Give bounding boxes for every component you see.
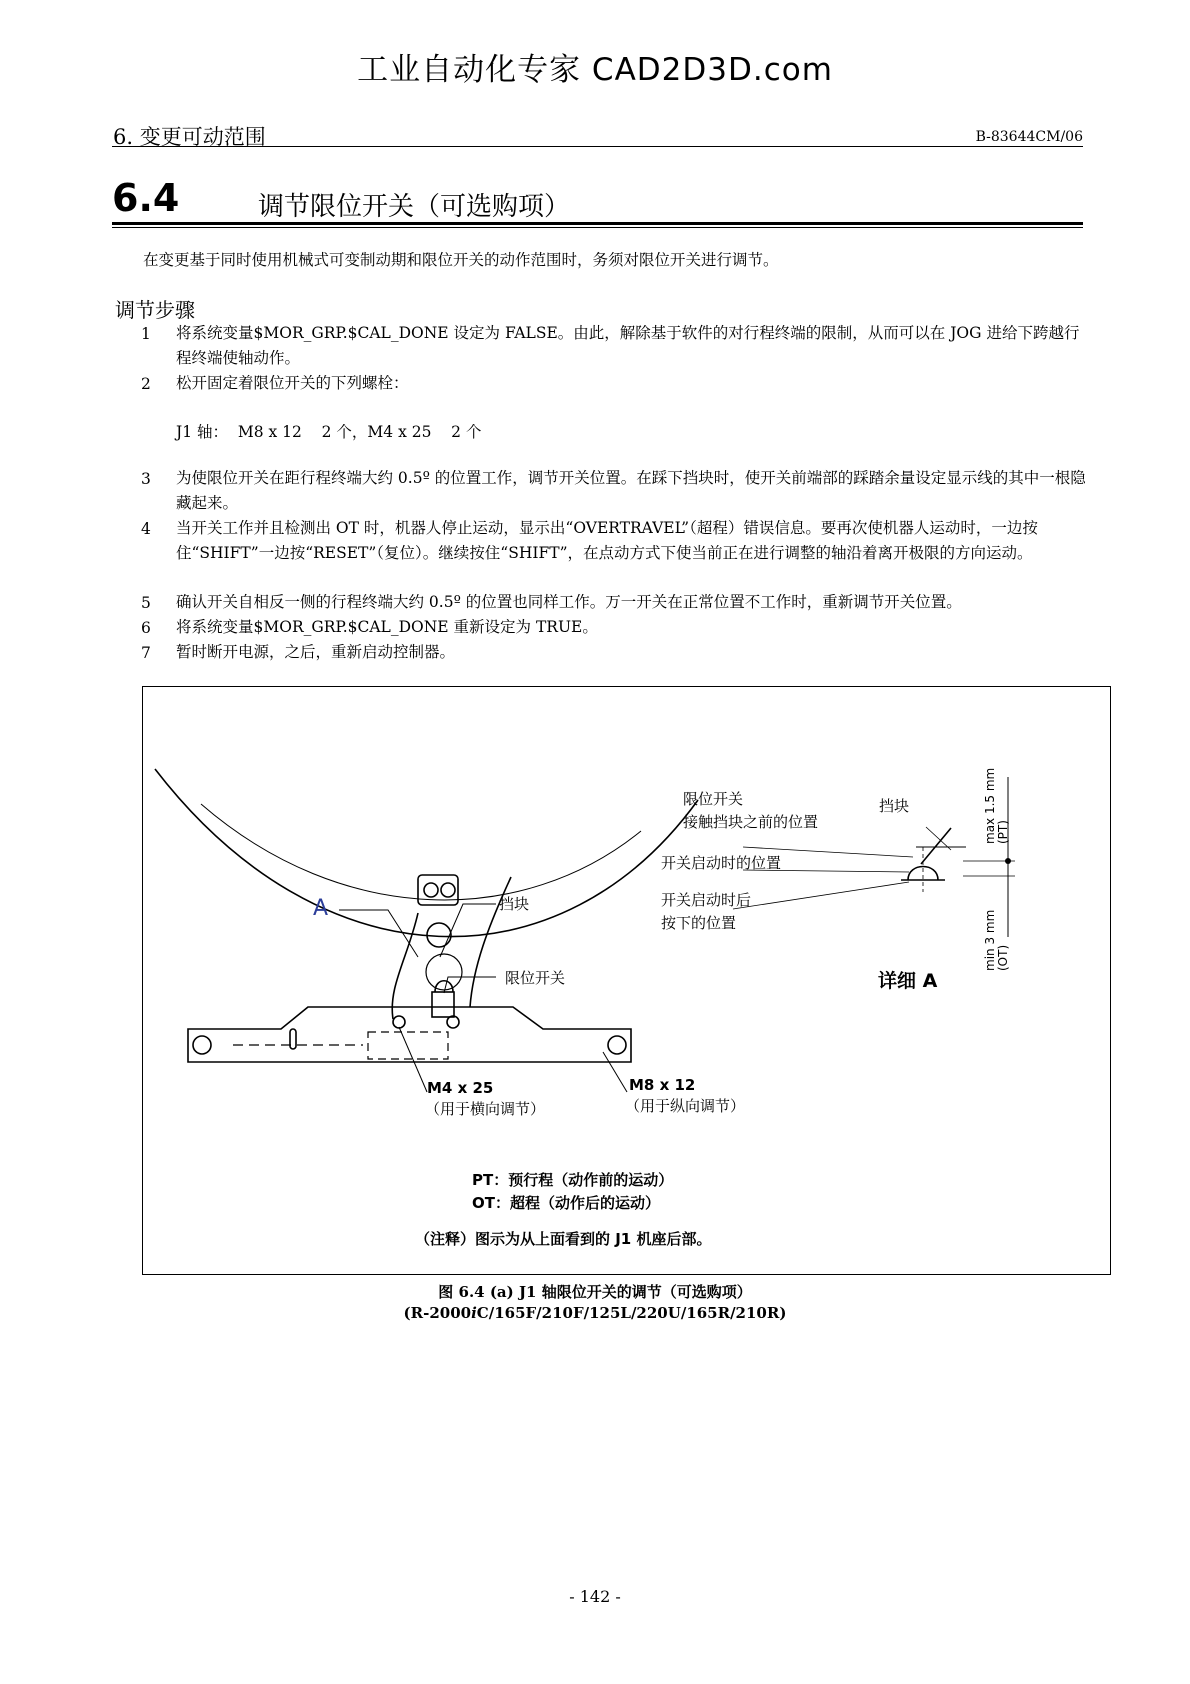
detail-title: 详细 A: [878, 970, 938, 992]
section-title: 调节限位开关（可选购项）: [258, 192, 571, 222]
step-text: 确认开关自相反一侧的行程终端大约 0.5º 的位置也同样工作。万一开关在正常位置不工作时，重新调节开关位置。: [176, 593, 962, 611]
base-bolt-left: [193, 1036, 211, 1054]
caption-model-italic: i: [471, 1304, 477, 1322]
step-text: 将系统变量$MOR_GRP.$CAL_DONE 重新设定为 TRUE。: [176, 618, 598, 636]
step-number: 7: [141, 644, 151, 662]
bracket-pin: [427, 923, 451, 947]
label-m4-size: M4 x 25: [427, 1079, 494, 1097]
leader-m8: [603, 1052, 627, 1092]
dim-ot-value: min 3 mm: [983, 909, 997, 971]
hidden-switch-outline: [368, 1032, 448, 1059]
m4-bolt: [393, 1016, 405, 1028]
slot: [290, 1029, 296, 1049]
step-text: 当开关工作并且检测出 OT 时，机器人停止运动，显示出“OVERTRAVEL”（超程）错误信息。要再次使机器人运动时，一边按住“SHIFT”一边按“RESET”（复位）。继续按住“SHIFT”，在点动方式下使当前正在进行调整的轴沿着离开极限的方向运动。: [176, 519, 1038, 562]
detail-label-pressed-2: 按下的位置: [661, 914, 737, 932]
step-text: 松开固定着限位开关的下列螺栓：: [176, 374, 409, 392]
step-number: 1: [141, 325, 151, 343]
step-number: 5: [141, 594, 151, 612]
detail-label-switch-1: 限位开关: [683, 790, 744, 808]
label-m8-size: M8 x 12: [629, 1076, 696, 1094]
label-limit-switch: 限位开关: [505, 969, 566, 987]
intro-paragraph: 在变更基于同时使用机械式可变制动期和限位开关的动作范围时，务须对限位开关进行调节。: [143, 251, 779, 269]
caption-model-suffix: C/165F/210F/125L/220U/165R/210R): [476, 1304, 787, 1322]
figure-note: （注释）图示为从上面看到的 J1 机座后部。: [415, 1230, 712, 1248]
step-number: 4: [141, 520, 151, 538]
page-number: - 142 -: [569, 1587, 621, 1606]
section-rule-thin: [112, 227, 1083, 228]
label-m8-use: （用于纵向调节）: [625, 1097, 746, 1115]
step-text: 将系统变量$MOR_GRP.$CAL_DONE 设定为 FALSE。由此，解除基于软件的对行程终端的限制，从而可以在 JOG 进给下跨越行程终端使轴动作。: [176, 324, 1080, 367]
step-number: 6: [141, 619, 151, 637]
detail-leader-pressed: [733, 882, 909, 909]
figure-caption-line1: 图 6.4 (a) J1 轴限位开关的调节（可选购项）: [438, 1283, 752, 1301]
bolt-list: J1 轴： M8 x 12 2 个，M4 x 25 2 个: [176, 423, 482, 441]
bracket-left-edge: [392, 913, 418, 1019]
detail-label-active: 开关启动时的位置: [661, 854, 782, 872]
step-number: 2: [141, 375, 151, 393]
base-plate: [188, 1007, 631, 1062]
label-A: A: [313, 896, 329, 921]
legend-ot: OT：超程（动作后的运动）: [472, 1194, 660, 1212]
caption-model-prefix: (R-2000: [403, 1304, 472, 1322]
label-m4-use: （用于横向调节）: [425, 1100, 546, 1118]
section-number: 6.4: [112, 176, 180, 220]
figure-caption-line2: [0, 1304, 1190, 1322]
step-text: 为使限位开关在距行程终端大约 0.5º 的位置工作，调节开关位置。在踩下挡块时，使开关前端部的踩踏余量设定显示线的其中一根隐藏起来。: [176, 469, 1086, 512]
header-rule: [112, 146, 1083, 147]
figure-frame: [142, 686, 1111, 1275]
running-header-doc-code: B-83644CM/06: [975, 129, 1083, 145]
limit-switch-diagram: [143, 687, 1110, 1274]
step-text: 暂时断开电源，之后，重新启动控制器。: [176, 643, 456, 661]
dim-pt-abbr: (PT): [996, 820, 1010, 844]
watermark: 工业自动化专家 CAD2D3D.com: [357, 52, 833, 88]
arm-arc-inner: [201, 804, 641, 900]
label-stopper: 挡块: [499, 895, 530, 913]
base-bolt-right: [608, 1036, 626, 1054]
bolt-head: [424, 883, 438, 897]
stopper-circle: [426, 954, 462, 990]
step-number: 3: [141, 470, 151, 488]
detail-label-pressed-1: 开关启动时后: [661, 891, 752, 909]
arm-arc-outer: [155, 769, 698, 937]
detail-label-switch-2: 接触挡块之前的位置: [683, 813, 819, 831]
section-rule-thick: [112, 222, 1083, 225]
detail-label-stopper: 挡块: [879, 797, 910, 815]
dimension-dot: [1005, 858, 1011, 864]
running-header-section: 6. 变更可动范围: [113, 125, 266, 149]
legend-pt: PT：预行程（动作前的运动）: [472, 1171, 674, 1189]
procedure-heading: 调节步骤: [115, 298, 195, 322]
dim-pt-value: max 1.5 mm: [983, 767, 997, 844]
bolt-head: [441, 883, 455, 897]
limit-switch-body: [432, 992, 454, 1017]
dim-ot-abbr: (OT): [996, 944, 1010, 971]
